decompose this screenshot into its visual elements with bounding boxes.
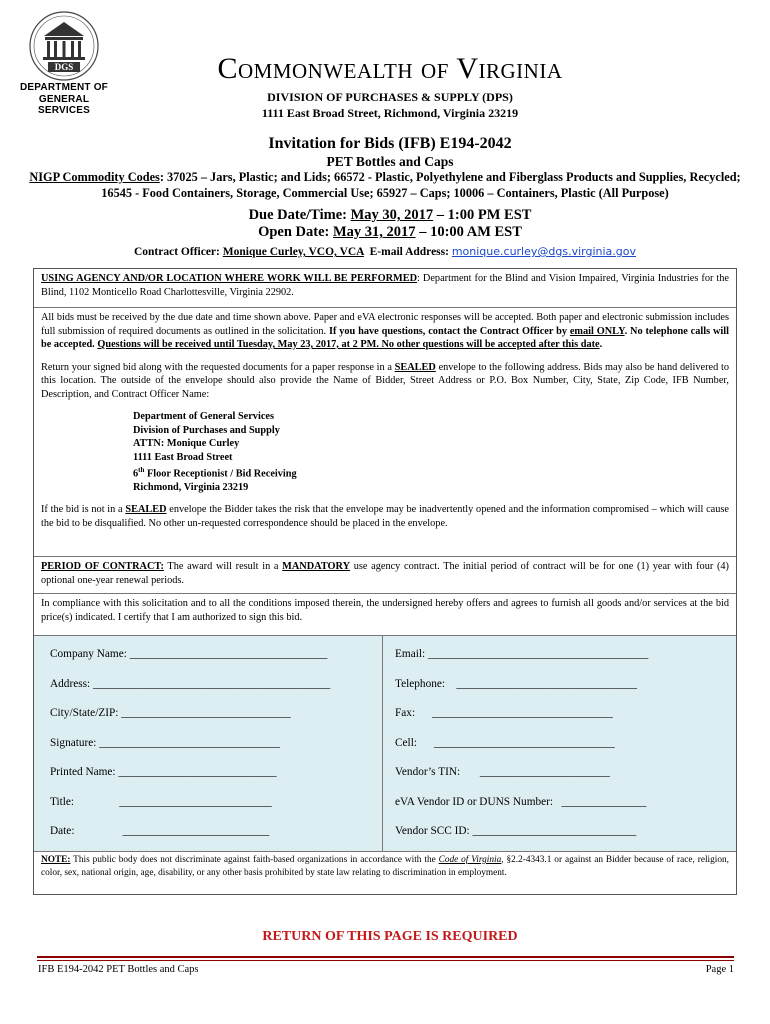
period-text-1: The award will result in a (163, 561, 283, 572)
contact-email-link[interactable]: monique.curley@dgs.virginia.gov (451, 245, 637, 258)
mailing-address (133, 410, 729, 494)
due-dates (110, 207, 670, 241)
ifb-title: Invitation for Bids (IFB) E194-2042 (268, 135, 512, 152)
email-field[interactable]: Email: _______________________________________ (395, 648, 649, 660)
bids-sealed-1: SEALED (394, 361, 436, 373)
svg-text:DGS: DGS (54, 62, 74, 72)
note-text-1: This public body does not discriminate against faith-based organizations in accordance with the (70, 855, 439, 865)
eva-vendor-id-field[interactable]: eVA Vendor ID or DUNS Number: _______________ (395, 796, 647, 808)
bids-period: . (599, 339, 603, 350)
agency-text: : Department for the Blind and Vision Impaired, Virginia Industries for the Blind, 1102 Monticello Road Charlottesville, Virginia 22902. (41, 273, 729, 298)
note-code-of-virginia: Code of Virginia (438, 855, 502, 865)
addr-floor-number: 6 (133, 468, 139, 480)
bids-risk-text-2: envelope the Bidder takes the risk that the envelope may be inadvertently opened and the information compromised – which will cause the bid to be disqualified. No other un-requested correspondence should be placed in the envelope. (41, 504, 729, 529)
bids-return-text-2: envelope to the following address. Bids may also be hand delivered to this location. The outside of the envelope should also provide the Name of Bidder, Street Address or P.O. Box Number, City, State, Zip Code, IFB Number, Description, and Contract Officer Name: (41, 361, 729, 400)
page-title: Commonwealth of Virginia (217, 52, 563, 85)
addr-line-3: ATTN: Monique Curley (133, 438, 240, 449)
address-field[interactable]: Address: __________________________________________ (50, 678, 331, 690)
using-agency-section (34, 269, 736, 308)
bids-question-deadline: Questions will be received until Tuesday, May 23, 2017, at 2 PM. No other questions will be accepted after this date (97, 339, 600, 350)
open-time: – 10:00 AM EST (415, 224, 522, 240)
addr-line-2: Division of Purchases and Supply (133, 424, 280, 436)
company-name-field[interactable]: Company Name: ___________________________________ (50, 648, 328, 660)
capitol-building-icon (14, 10, 114, 82)
email-label: E-mail Address: (363, 246, 452, 258)
addr-line-4: 1111 East Broad Street (133, 451, 233, 463)
division-address: 1111 East Broad Street, Richmond, Virginia 23219 (261, 106, 519, 120)
due-date: May 30, 2017 (350, 207, 434, 223)
nigp-codes (0, 169, 770, 201)
open-label: Open Date: (258, 224, 333, 240)
contact-label: Contract Officer: (133, 246, 223, 258)
period-of-contract-section (34, 557, 736, 594)
open-date: May 31, 2017 (333, 224, 416, 240)
agency-label: USING AGENCY AND/OR LOCATION WHERE WORK WILL BE PERFORMED (41, 273, 418, 284)
printed-name-field[interactable]: Printed Name: ____________________________ (50, 766, 277, 778)
cell-field[interactable]: Cell: ________________________________ (395, 737, 615, 749)
compliance-text: In compliance with this solicitation and to all the conditions imposed therein, the undersigned hereby offers and agrees to furnish all goods and/or services at the bid price(s) indicated. I certify that I am authorized to sign this bid. (41, 598, 729, 623)
return-page-notice: RETURN OF THIS PAGE IS REQUIRED (262, 929, 518, 944)
addr-line-6: Richmond, Virginia 23219 (133, 481, 249, 493)
footer-page-number: Page 1 (705, 964, 734, 975)
logo-line-1: DEPARTMENT OF (20, 82, 108, 93)
division-name: DIVISION OF PURCHASES & SUPPLY (DPS) (267, 90, 513, 104)
contract-officer (40, 245, 730, 258)
bid-instructions-section (34, 308, 736, 557)
telephone-field[interactable]: Telephone: ________________________________ (395, 678, 638, 690)
vendor-info-form (34, 636, 736, 852)
nigp-label: NIGP Commodity Codes (29, 170, 160, 184)
period-text-2: use agency contract. The initial period of contract will be for one (1) year with four (4) optional one-year renewal periods. (41, 561, 729, 586)
bids-return-text: Return your signed bid along with the requested documents for a paper response in a (41, 361, 395, 373)
logo-line-2: GENERAL SERVICES (38, 94, 90, 116)
bids-email-only: email ONLY (569, 325, 625, 337)
period-label: PERIOD OF CONTRACT: (41, 561, 164, 572)
vendor-tin-field[interactable]: Vendor’s TIN: _______________________ (395, 766, 610, 778)
bid-form-box (33, 268, 737, 895)
nigp-codes-line2: 16545 - Food Containers, Storage, Commercial Use; 65927 – Caps; 10006 – Containers, Plastic (All Purpose) (101, 186, 669, 200)
addr-floor-suffix: th (138, 466, 145, 474)
bids-text-1: All bids must be received by the due date and time shown above. Paper and eVA electronic responses will be accepted. Both paper and electronic submission includes full submission of required documents as outlined in the solicitation. (41, 312, 729, 337)
compliance-section (34, 594, 736, 636)
city-state-zip-field[interactable]: City/State/ZIP: ______________________________ (50, 707, 291, 719)
addr-line-1: Department of General Services (133, 411, 274, 422)
addr-line-5: Floor Receptionist / Bid Receiving (144, 468, 297, 480)
bids-questions-text: If you have questions, contact the Contract Officer by (328, 325, 570, 337)
bids-no-telephone: . No telephone calls will be accepted. (41, 325, 729, 350)
form-divider (382, 636, 383, 851)
due-label: Due Date/Time: (248, 207, 351, 223)
contact-name: Monique Curley, VCO, VCA (222, 246, 364, 258)
fax-field[interactable]: Fax: ________________________________ (395, 707, 613, 719)
dgs-logo (14, 10, 114, 118)
non-discrimination-note (34, 851, 736, 895)
footer-rule-thin (37, 960, 734, 961)
footer-rule (37, 956, 734, 958)
nigp-codes-line1: : 37025 – Jars, Plastic; and Lids; 66572 - Plastic, Polyethylene and Fiberglass Products and Supplies, Recycled; (159, 170, 741, 184)
date-field[interactable]: Date: __________________________ (50, 825, 270, 837)
footer-document-id: IFB E194-2042 PET Bottles and Caps (38, 964, 199, 975)
signature-field[interactable]: Signature: ________________________________ (50, 737, 281, 749)
title-field[interactable]: Title: ___________________________ (50, 796, 272, 808)
bids-risk-text-1: If the bid is not in a (41, 504, 126, 516)
vendor-scc-id-field[interactable]: Vendor SCC ID: _____________________________ (395, 825, 637, 837)
ifb-subtitle: PET Bottles and Caps (326, 154, 454, 169)
note-text-2: , §2.2-4343.1 or against an Bidder because of race, religion, color, sex, national origin, age, disability, or any other basis prohibited by state law relating to discrimination in employment. (41, 855, 729, 878)
bids-sealed-2: SEALED (125, 504, 167, 516)
due-time: – 1:00 PM EST (433, 207, 532, 223)
period-mandatory: MANDATORY (282, 561, 351, 572)
note-label: NOTE: (41, 855, 71, 865)
